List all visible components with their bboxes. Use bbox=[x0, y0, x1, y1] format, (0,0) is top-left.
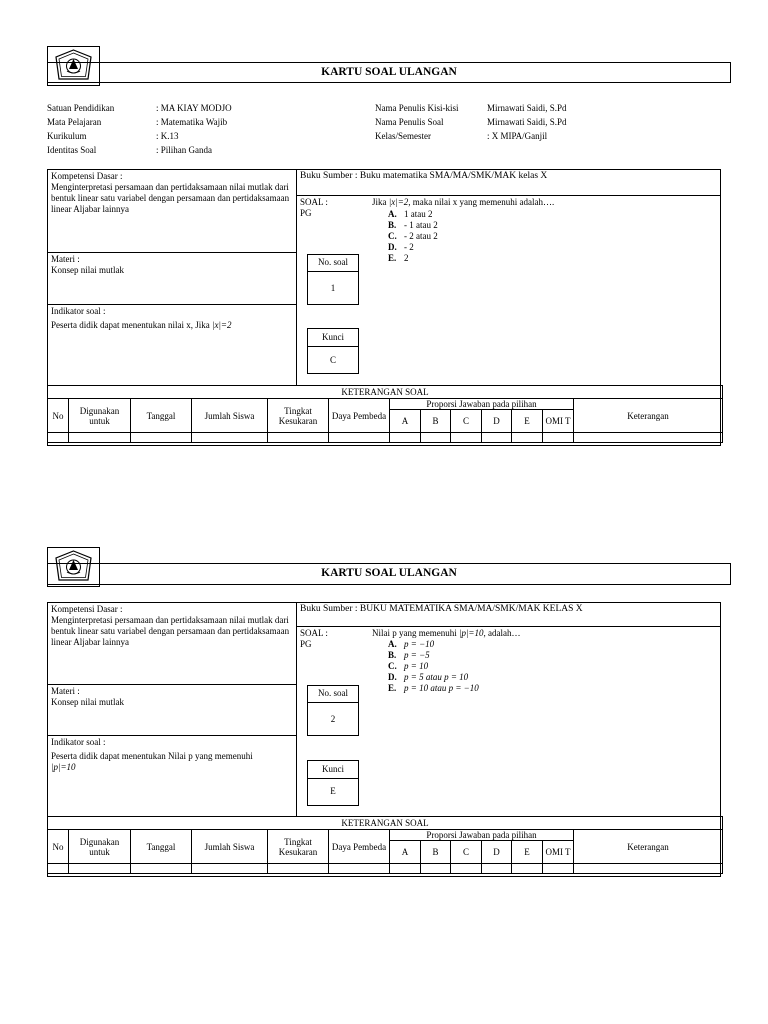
no-soal-label: No. soal bbox=[318, 257, 348, 267]
no-soal-value: 1 bbox=[330, 283, 336, 293]
col-digunakan: Digunakan untuk bbox=[69, 830, 131, 864]
col-omit: OMI T bbox=[543, 410, 574, 433]
question-math: |x|=2 bbox=[388, 197, 409, 207]
info-right bbox=[375, 103, 725, 145]
info-label: Mata Pelajaran bbox=[47, 117, 102, 127]
keterangan-table bbox=[47, 816, 723, 874]
info-value: : K.13 bbox=[156, 131, 179, 141]
soal-label: SOAL : bbox=[300, 197, 328, 207]
col-keterangan: Keterangan bbox=[574, 830, 723, 864]
col-proporsi: Proporsi Jawaban pada pilihan bbox=[390, 830, 574, 841]
no-soal-value: 2 bbox=[330, 714, 336, 724]
info-value: : X MIPA/Ganjil bbox=[487, 131, 548, 141]
question-text bbox=[372, 197, 554, 208]
question-suffix: , maka nilai x yang memenuhi adalah…. bbox=[408, 197, 555, 207]
col-jumlah: Jumlah Siswa bbox=[192, 399, 268, 433]
kunci-label: Kunci bbox=[322, 332, 344, 342]
indikator-label: Indikator soal : bbox=[51, 737, 106, 747]
kompetensi-text: Menginterpretasi persamaan dan pertidaksamaan nilai mutlak dari bentuk linear satu variabel dengan persamaan dan pertidaksamaan linear Aljabar lainnya bbox=[51, 182, 290, 214]
kompetensi-label: Kompetensi Dasar : bbox=[51, 171, 123, 181]
info-label: Identitas Soal bbox=[47, 145, 97, 155]
indikator-math: |p|=10 bbox=[51, 762, 76, 772]
materi-section bbox=[51, 686, 293, 708]
pg-label: PG bbox=[300, 639, 312, 649]
col-jumlah: Jumlah Siswa bbox=[192, 830, 268, 864]
materi-label: Materi : bbox=[51, 686, 80, 696]
choice-c: C bbox=[451, 410, 482, 433]
indikator-section bbox=[51, 737, 293, 773]
info-value: : MA KIAY MODJO bbox=[156, 103, 232, 113]
pg-label: PG bbox=[300, 208, 312, 218]
option-e: E. p = 10 atau p = −10 bbox=[388, 683, 479, 693]
info-value: Mirnawati Saidi, S.Pd bbox=[487, 117, 567, 127]
buku-sumber: Buku Sumber : BUKU MATEMATIKA SMA/MA/SMK/MAK KELAS X bbox=[300, 604, 583, 614]
option-a: A. 1 atau 2 bbox=[388, 209, 433, 219]
info-value: : Pilihan Ganda bbox=[156, 145, 212, 155]
soal-label: SOAL : bbox=[300, 628, 328, 638]
materi-text: Konsep nilai mutlak bbox=[51, 697, 124, 707]
option-b: B. - 1 atau 2 bbox=[388, 220, 438, 230]
question-prefix: Nilai p yang memenuhi bbox=[372, 628, 457, 638]
options-list bbox=[388, 639, 479, 694]
info-label: Kurikulum bbox=[47, 131, 87, 141]
col-tingkat: Tingkat Kesukaran bbox=[268, 830, 329, 864]
materi-label: Materi : bbox=[51, 254, 80, 264]
question-math: |p|=10 bbox=[458, 628, 484, 638]
indikator-label: Indikator soal : bbox=[51, 306, 106, 316]
info-label: Satuan Pendidikan bbox=[47, 103, 115, 113]
option-d: D. - 2 bbox=[388, 242, 414, 252]
col-tingkat: Tingkat Kesukaran bbox=[268, 399, 329, 433]
option-e: E. 2 bbox=[388, 253, 409, 263]
question-prefix: Jika bbox=[372, 197, 387, 207]
col-omit: OMI T bbox=[543, 841, 574, 864]
info-left bbox=[47, 103, 367, 159]
choice-c: C bbox=[451, 841, 482, 864]
option-d: D. p = 5 atau p = 10 bbox=[388, 672, 469, 682]
header-title: KARTU SOAL ULANGAN bbox=[321, 66, 457, 78]
buku-sumber: Buku Sumber : Buku matematika SMA/MA/SMK/MAK kelas X bbox=[300, 171, 548, 181]
keterangan-title: KETERANGAN SOAL bbox=[48, 386, 723, 399]
col-no: No bbox=[48, 830, 69, 864]
info-label: Nama Penulis Soal bbox=[375, 117, 444, 127]
col-no: No bbox=[48, 399, 69, 433]
kompetensi-section bbox=[51, 604, 293, 648]
indikator-section bbox=[51, 306, 293, 331]
no-soal-label: No. soal bbox=[318, 688, 348, 698]
info-value: Mirnawati Saidi, S.Pd bbox=[487, 103, 567, 113]
choice-b: B bbox=[421, 841, 451, 864]
col-daya: Daya Pembeda bbox=[329, 399, 390, 433]
choice-e: E bbox=[512, 841, 543, 864]
info-value: : Matematika Wajib bbox=[156, 117, 228, 127]
keterangan-table bbox=[47, 385, 723, 443]
option-c: C. p = 10 bbox=[388, 661, 429, 671]
choice-d: D bbox=[482, 841, 512, 864]
kompetensi-section bbox=[51, 171, 293, 215]
choice-d: D bbox=[482, 410, 512, 433]
option-a: A. p = −10 bbox=[388, 639, 435, 649]
options-list bbox=[388, 209, 438, 264]
info-label: Kelas/Semester bbox=[375, 131, 431, 141]
question-suffix: , adalah… bbox=[483, 628, 521, 638]
choice-b: B bbox=[421, 410, 451, 433]
question-text bbox=[372, 628, 521, 639]
indikator-math: |x|=2 bbox=[211, 320, 232, 330]
col-digunakan: Digunakan untuk bbox=[69, 399, 131, 433]
materi-section bbox=[51, 254, 293, 276]
indikator-text: Peserta didik dapat menentukan Nilai p yang memenuhi bbox=[51, 751, 253, 761]
keterangan-title: KETERANGAN SOAL bbox=[48, 817, 723, 830]
option-c: C. - 2 atau 2 bbox=[388, 231, 438, 241]
col-proporsi: Proporsi Jawaban pada pilihan bbox=[390, 399, 574, 410]
option-b: B. p = −5 bbox=[388, 650, 430, 660]
kompetensi-label: Kompetensi Dasar : bbox=[51, 604, 123, 614]
header-title: KARTU SOAL ULANGAN bbox=[321, 567, 457, 579]
indikator-text: Peserta didik dapat menentukan nilai x, Jika bbox=[51, 320, 210, 330]
kunci-value: E bbox=[330, 786, 336, 796]
col-tanggal: Tanggal bbox=[131, 399, 192, 433]
choice-e: E bbox=[512, 410, 543, 433]
col-tanggal: Tanggal bbox=[131, 830, 192, 864]
materi-text: Konsep nilai mutlak bbox=[51, 265, 124, 275]
choice-a: A bbox=[390, 410, 421, 433]
kunci-value: C bbox=[329, 355, 336, 365]
choice-a: A bbox=[390, 841, 421, 864]
kunci-label: Kunci bbox=[322, 764, 344, 774]
col-daya: Daya Pembeda bbox=[329, 830, 390, 864]
kompetensi-text: Menginterpretasi persamaan dan pertidaksamaan nilai mutlak dari bentuk linear satu variabel dengan persamaan dan pertidaksamaan linear Aljabar lainnya bbox=[51, 615, 290, 647]
col-keterangan: Keterangan bbox=[574, 399, 723, 433]
info-label: Nama Penulis Kisi-kisi bbox=[375, 103, 459, 113]
